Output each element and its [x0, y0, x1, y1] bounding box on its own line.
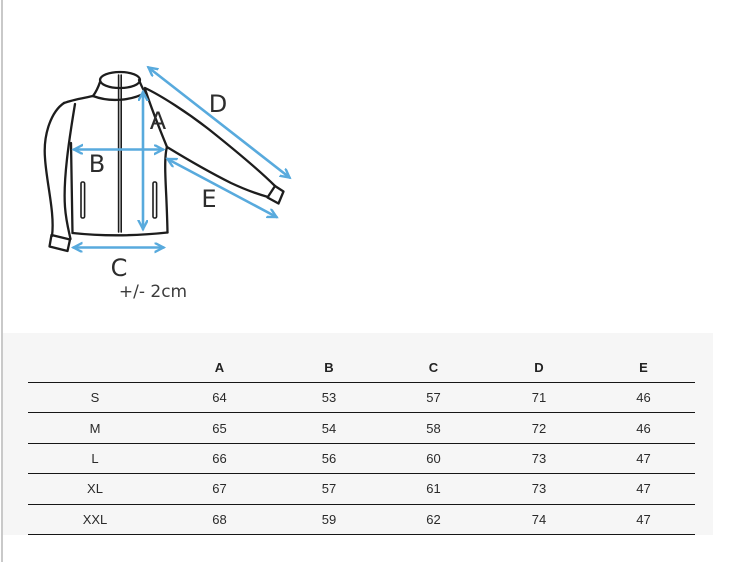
size-row-m [28, 413, 695, 443]
size-row-xxl [28, 504, 695, 534]
col-header-d: D [486, 333, 592, 383]
value-cell: 74 [486, 504, 592, 534]
value-cell: 64 [162, 383, 277, 413]
measure-label-c: C [110, 254, 128, 282]
right-pocket [153, 182, 157, 218]
size-row-xl [28, 474, 695, 504]
value-cell: 47 [592, 474, 695, 504]
col-header-e: E [592, 333, 695, 383]
size-row-l [28, 443, 695, 473]
tolerance-note: +/- 2cm [118, 282, 188, 302]
size-table-header-row [28, 333, 695, 383]
value-cell: 57 [277, 474, 381, 504]
value-cell: 56 [277, 443, 381, 473]
measurement-arrows [74, 68, 290, 248]
size-cell: L [28, 443, 162, 473]
value-cell: 73 [486, 474, 592, 504]
jacket-measurement-diagram [25, 55, 317, 310]
value-cell: 46 [592, 383, 695, 413]
value-cell: 71 [486, 383, 592, 413]
jacket-diagram-svg [25, 55, 317, 310]
value-cell: 66 [162, 443, 277, 473]
arrow-e-sleeve-inner [168, 159, 277, 217]
size-cell: S [28, 383, 162, 413]
col-header-c: C [381, 333, 486, 383]
size-cell: M [28, 413, 162, 443]
value-cell: 67 [162, 474, 277, 504]
value-cell: 65 [162, 413, 277, 443]
size-table [28, 333, 695, 535]
value-cell: 58 [381, 413, 486, 443]
value-cell: 57 [381, 383, 486, 413]
value-cell: 60 [381, 443, 486, 473]
size-cell: XXL [28, 504, 162, 534]
value-cell: 72 [486, 413, 592, 443]
value-cell: 47 [592, 443, 695, 473]
value-cell: 46 [592, 413, 695, 443]
zipper-lines [119, 75, 122, 232]
measure-label-a: A [149, 107, 167, 135]
value-cell: 59 [277, 504, 381, 534]
size-row-s [28, 383, 695, 413]
value-cell: 47 [592, 504, 695, 534]
value-cell: 68 [162, 504, 277, 534]
col-header-b: B [277, 333, 381, 383]
col-header-a: A [162, 333, 277, 383]
value-cell: 73 [486, 443, 592, 473]
value-cell: 61 [381, 474, 486, 504]
value-cell: 62 [381, 504, 486, 534]
value-cell: 54 [277, 413, 381, 443]
left-pocket [81, 182, 85, 218]
size-table-panel [3, 333, 713, 535]
size-cell: XL [28, 474, 162, 504]
measure-label-e: E [201, 185, 217, 213]
jacket-outline [45, 72, 284, 251]
measure-label-d: D [208, 90, 228, 118]
col-header-size [28, 333, 162, 383]
measure-label-b: B [88, 150, 106, 178]
value-cell: 53 [277, 383, 381, 413]
